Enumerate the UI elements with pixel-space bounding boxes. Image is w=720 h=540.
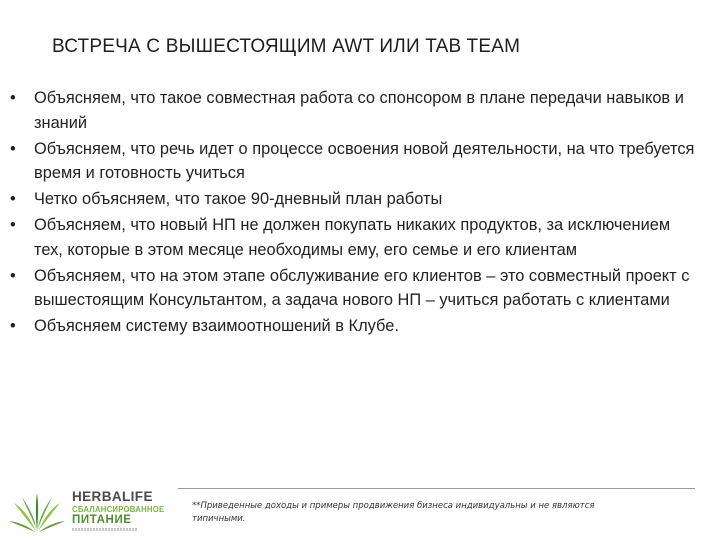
list-item: [10, 187, 700, 212]
list-item: [10, 264, 700, 313]
bullet-text: Объясняем, что на этом этапе обслуживание его клиентов – это совместный проект с вышестоящим Консультантом, а задача нового НП – учиться работать с клиентами: [34, 266, 690, 310]
bullet-point: •: [10, 89, 16, 107]
herbalife-logo: [8, 487, 165, 537]
footnote-disclaimer: **Приведенные доходы и примеры продвижения бизнеса индивидуальны и не являются типичными.: [192, 501, 595, 524]
list-item: [10, 137, 700, 186]
bullet-point: •: [10, 139, 16, 158]
logo-fine-print: [72, 528, 138, 531]
bullet-point: •: [10, 317, 16, 336]
bullet-text: Объясняем систему взаимоотношений в Клубе.: [34, 317, 399, 336]
logo-tagline-2: ПИТАНИЕ: [72, 514, 132, 526]
list-item: [10, 213, 700, 262]
footer-divider: [178, 488, 695, 489]
bullet-text: Четко объясняем, что такое 90-дневный план работы: [34, 190, 443, 209]
list-item: [10, 86, 700, 135]
list-item: [10, 314, 700, 339]
bullet-text: Объясняем, что речь идет о процессе освоения новой деятельности, на что требуется время и готовность учиться: [34, 139, 695, 183]
bullet-point: •: [10, 190, 16, 209]
bullet-point: •: [10, 266, 16, 285]
bullet-list: [10, 86, 700, 340]
slide-title: ВСТРЕЧА С ВЫШЕСТОЯЩИМ AWT ИЛИ TAB TEAM: [52, 36, 521, 57]
herbalife-leaf-icon: [8, 489, 66, 533]
logo-brand-text: HERBALIFE: [72, 489, 153, 504]
bullet-point: •: [10, 216, 16, 235]
bullet-text: Объясняем, что новый НП не должен покупать никаких продуктов, за исключением тех, которые в этом месяце необходимы ему, его семье и его клиентам: [34, 216, 671, 259]
logo-tagline-1: СБАЛАНСИРОВАННОЕ: [72, 505, 165, 514]
bullet-text: Объясняем, что такое совместная работа со спонсором в плане передачи навыков и знаний: [34, 89, 684, 132]
